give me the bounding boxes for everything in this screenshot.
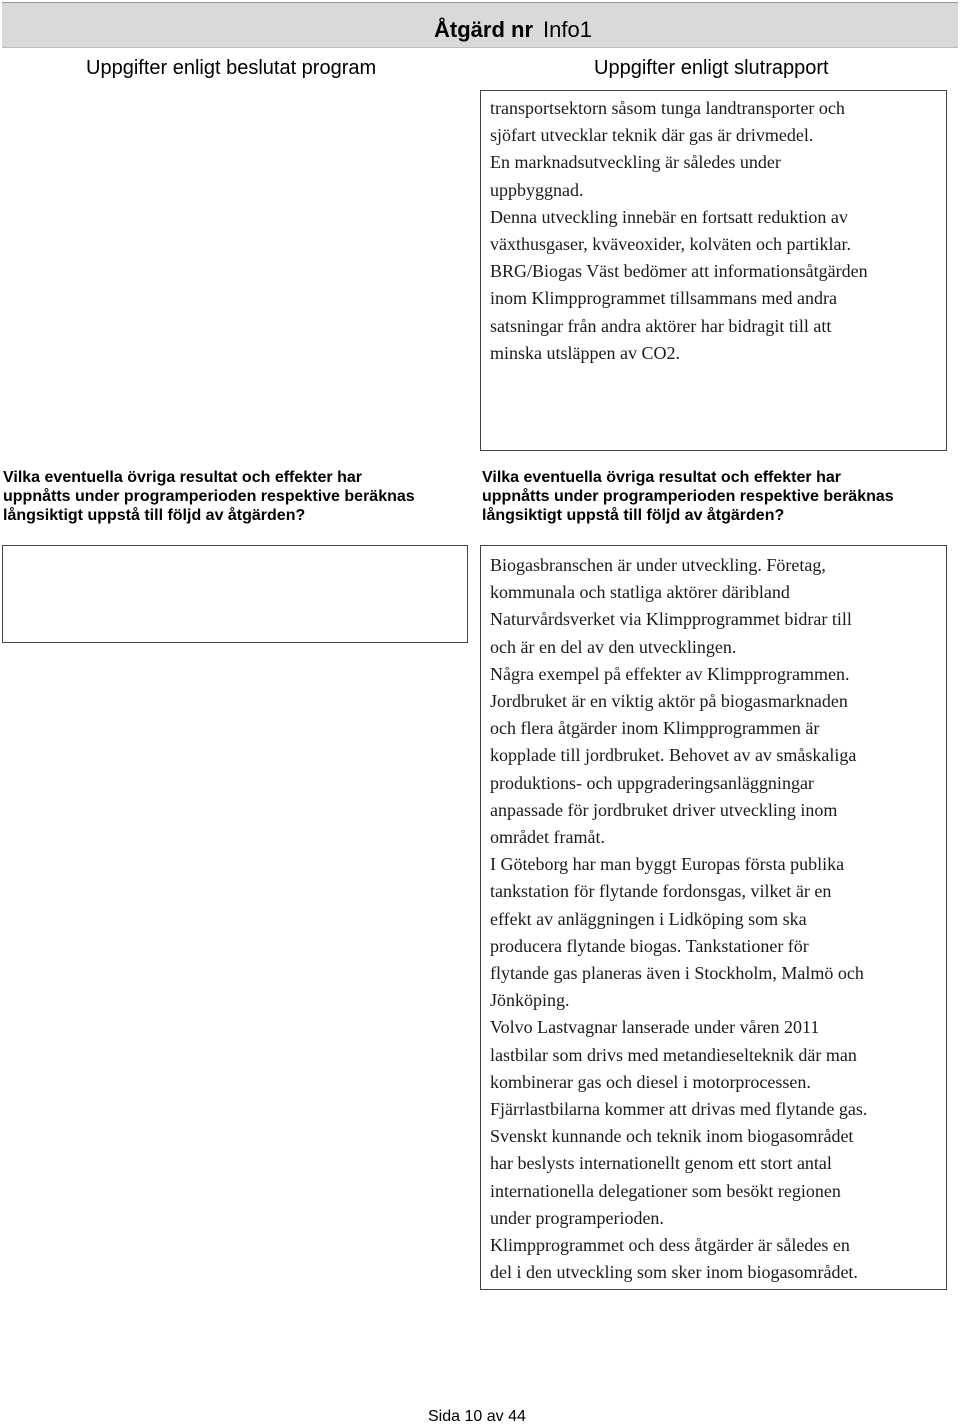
- text-line: Fjärrlastbilarna kommer att drivas med flytande gas.: [490, 1099, 868, 1120]
- text-line: del i den utveckling som sker inom biogasområdet.: [490, 1262, 858, 1283]
- text-line: En marknadsutveckling är således under: [490, 152, 781, 173]
- right-other-effects-question: [482, 468, 894, 526]
- planned-other-effects-box: [2, 545, 468, 643]
- question-line: Vilka eventuella övriga resultat och effekter har: [482, 469, 841, 486]
- text-line: Klimpprogrammet och dess åtgärder är således en: [490, 1235, 850, 1256]
- text-line: kombinerar gas och diesel i motorprocessen.: [490, 1071, 811, 1092]
- measure-number-value: Info1: [543, 17, 592, 42]
- text-line: Några exempel på effekter av Klimpprogrammen.: [490, 663, 850, 684]
- text-line: lastbilar som drivs med metandieselteknik där man: [490, 1044, 857, 1065]
- text-line: sjöfart utvecklar teknik där gas är drivmedel.: [490, 125, 814, 146]
- left-column-heading: Uppgifter enligt beslutat program: [86, 57, 377, 79]
- page-number: [428, 1408, 526, 1426]
- final-report-other-effects-box: [480, 545, 947, 1290]
- text-line: Biogasbranschen är under utveckling. Företag,: [490, 555, 826, 575]
- page-total: 44: [508, 1408, 526, 1425]
- text-line: produktions- och uppgraderingsanläggningar: [490, 772, 814, 793]
- text-line: flytande gas planeras även i Stockholm, Malmö och: [490, 963, 864, 984]
- question-line: långsiktigt uppstå till följd av åtgärden?: [3, 507, 306, 525]
- page-current: 10: [464, 1408, 483, 1425]
- text-line: Svenskt kunnande och teknik inom biogasområdet: [490, 1126, 854, 1147]
- question-line: långsiktigt uppstå till följd av åtgärden?: [482, 507, 785, 525]
- page-of: av: [486, 1408, 504, 1425]
- question-line: uppnåtts under programperioden respektive beräknas: [482, 488, 894, 506]
- text-line: under programperioden.: [490, 1207, 664, 1228]
- text-line: transportsektorn såsom tunga landtransporter och: [490, 98, 845, 118]
- text-line: inom Klimpprogrammet tillsammans med andra: [490, 288, 837, 309]
- text-line: minska utsläppen av CO2.: [490, 342, 680, 363]
- right-column-heading: Uppgifter enligt slutrapport: [594, 57, 829, 79]
- text-line: I Göteborg har man byggt Europas första publika: [490, 854, 845, 875]
- question-line: uppnåtts under programperioden respektive beräknas: [3, 488, 415, 506]
- text-line: Jordbruket är en viktig aktör på biogasmarknaden: [490, 691, 848, 712]
- left-other-effects-question: [3, 468, 415, 526]
- text-line: har beslysts internationellt genom ett stort antal: [490, 1153, 832, 1174]
- text-line: kopplade till jordbruket. Behovet av av småskaliga: [490, 745, 857, 766]
- text-line: internationella delegationer som besökt regionen: [490, 1180, 841, 1201]
- text-line: området framåt.: [490, 827, 605, 848]
- text-line: satsningar från andra aktörer har bidragit till att: [490, 315, 832, 336]
- text-line: Volvo Lastvagnar lanserade under våren 2011: [490, 1017, 820, 1038]
- final-report-results-box: [480, 90, 947, 451]
- text-line: och flera åtgärder inom Klimpprogrammen är: [490, 718, 820, 739]
- measure-number-label: Åtgärd nr: [434, 17, 533, 42]
- text-line: BRG/Biogas Väst bedömer att informationsåtgärden: [490, 261, 868, 282]
- text-line: kommunala och statliga aktörer däribland: [490, 582, 790, 603]
- final-report-other-effects-text: [490, 552, 940, 1286]
- text-line: anpassade för jordbruket driver utveckling inom: [490, 799, 838, 820]
- text-line: effekt av anläggningen i Lidköping som ska: [490, 908, 807, 929]
- text-line: producera flytande biogas. Tankstationer för: [490, 935, 809, 956]
- text-line: Naturvårdsverket via Klimpprogrammet bidrar till: [490, 609, 852, 630]
- header-bar: [2, 2, 958, 48]
- text-line: tankstation för flytande fordonsgas, vilket är en: [490, 881, 832, 902]
- text-line: Denna utveckling innebär en fortsatt reduktion av: [490, 206, 848, 227]
- page-label: Sida: [428, 1408, 461, 1425]
- text-line: och är en del av den utvecklingen.: [490, 636, 737, 657]
- text-line: växthusgaser, kväveoxider, kolväten och partiklar.: [490, 234, 851, 255]
- text-line: uppbyggnad.: [490, 179, 584, 200]
- question-line: Vilka eventuella övriga resultat och effekter har: [3, 469, 362, 486]
- final-report-results-text: [490, 95, 940, 367]
- measure-number-title: [434, 17, 592, 43]
- text-line: Jönköping.: [490, 990, 570, 1011]
